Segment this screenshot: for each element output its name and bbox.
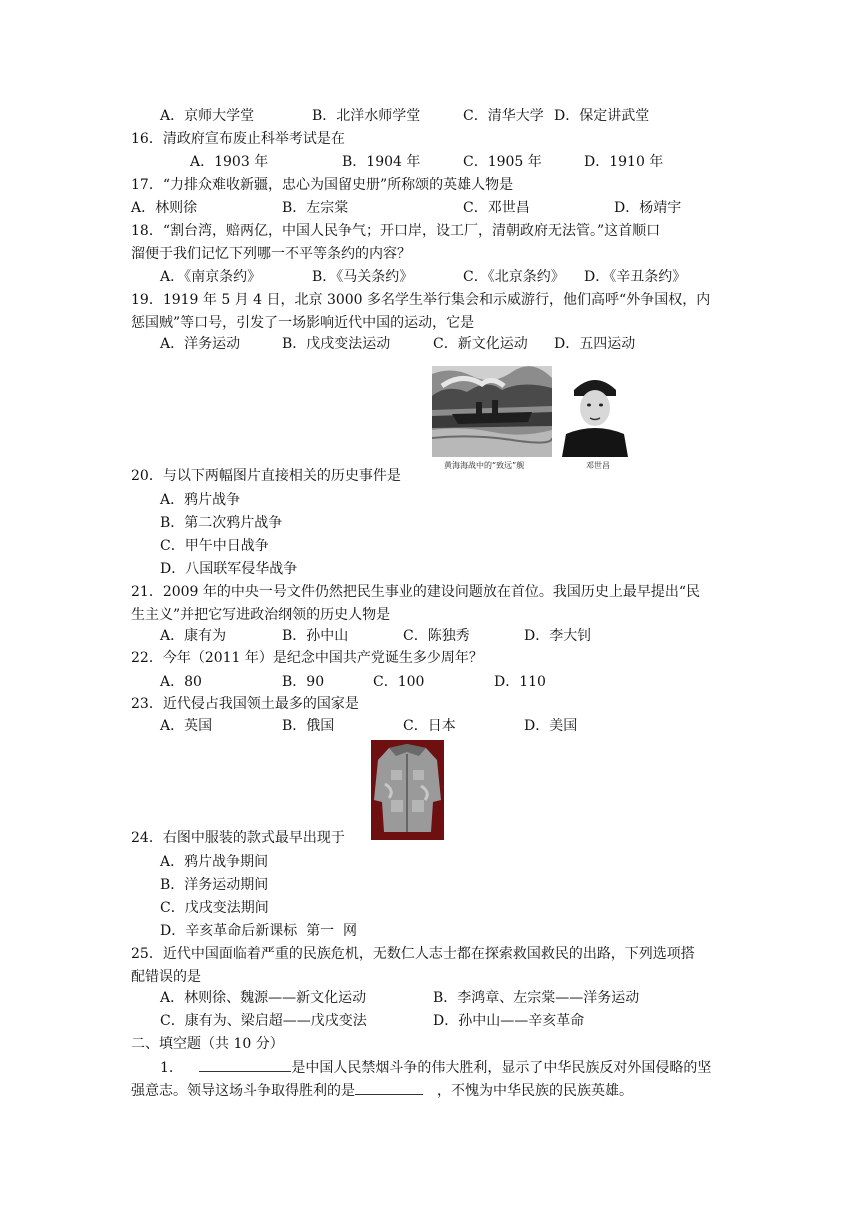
q24-option-b: B．洋务运动期间 (160, 877, 269, 893)
q21-option-d: D．李大钊 (524, 628, 592, 644)
q22-option-d: D．110 (494, 674, 546, 690)
q19-option-d: D．五四运动 (554, 336, 636, 352)
q18-stem-line2: 溜便于我们记忆下列哪一不平等条约的内容？ (131, 246, 411, 262)
q23-option-a: A．英国 (160, 718, 213, 734)
q25-option-c: C．康有为、梁启超——戊戌变法 (160, 1013, 367, 1029)
q21-option-c: C．陈独秀 (403, 628, 470, 644)
q24-option-d: D．辛亥革命后新课标 第一 网 (160, 923, 358, 939)
q25-option-a: A．林则徐、魏源——新文化运动 (160, 990, 367, 1006)
q23-option-b: B．俄国 (282, 718, 335, 734)
q16-option-d: D．1910 年 (584, 154, 664, 170)
q25-stem-line1: 25．近代中国面临着严重的民族危机，无数仁人志士都在探索救国救民的出路，下列选项搭 (131, 946, 695, 962)
q20-option-c: C．甲午中日战争 (160, 538, 269, 554)
q25-stem-line2: 配错误的是 (131, 969, 201, 985)
q18-option-a: A．《南京条约》 (160, 269, 262, 285)
q25-option-d: D．孙中山——辛亥革命 (433, 1013, 585, 1029)
q23-stem: 23．近代侵占我国领土最多的国家是 (131, 696, 359, 712)
q20-option-b: B．第二次鸦片战争 (160, 515, 283, 531)
portrait-caption: 邓世昌 (586, 461, 610, 470)
q22-option-b: B．90 (282, 674, 325, 690)
q21-option-b: B．孙中山 (282, 628, 349, 644)
q15-option-a: A．京师大学堂 (160, 108, 255, 124)
q19-stem-line2: 惩国贼”等口号，引发了一场影响近代中国的运动，它是 (131, 315, 475, 331)
q21-stem-line2: 生主义”并把它写进政治纲领的历史人物是 (131, 607, 391, 623)
answer-blank-1[interactable] (199, 1057, 291, 1072)
q16-stem: 16．清政府宣布废止科举考试是在 (131, 131, 345, 147)
fill-question-1-line1 (160, 1057, 711, 1077)
fill-text-3: ，不愧为中华民族的民族英雄。 (437, 1083, 633, 1099)
q18-stem-line1: 18．“割台湾，赔两亿，中国人民争气；开口岸，设工厂，清朝政府无法管。”这首顺口 (131, 223, 661, 239)
portrait-photo (562, 368, 628, 457)
q21-stem-line1: 21．2009 年的中央一号文件仍然把民生事业的建设问题放在首位。我国历史上最早提出“民 (131, 584, 701, 600)
q18-option-c: C．《北京条约》 (463, 269, 565, 285)
q18-option-d: D．《辛丑条约》 (584, 269, 687, 285)
q17-option-c: C．邓世昌 (463, 200, 530, 216)
q25-option-b: B．李鸿章、左宗棠——洋务运动 (433, 990, 640, 1006)
q22-option-a: A．80 (160, 674, 202, 690)
q19-option-c: C．新文化运动 (433, 336, 528, 352)
q16-option-c: C．1905 年 (463, 154, 542, 170)
q17-option-a: A．林则徐 (131, 200, 198, 216)
q16-option-b: B．1904 年 (342, 154, 421, 170)
q15-option-d: D．保定讲武堂 (554, 108, 650, 124)
q15-option-c: C．清华大学 (463, 108, 544, 124)
q20-stem: 20．与以下两幅图片直接相关的历史事件是 (131, 468, 401, 484)
warship-photo (432, 366, 552, 457)
q17-stem: 17．“力排众难收新疆，忠心为国留史册”所称颂的英雄人物是 (131, 177, 514, 193)
q20-option-d: D．八国联军侵华战争 (160, 561, 298, 577)
q19-option-a: A．洋务运动 (160, 336, 241, 352)
fill-text-1: 是中国人民禁烟斗争的伟大胜利，显示了中华民族反对外国侵略的坚 (291, 1060, 712, 1076)
q24-stem: 24．右图中服装的款式最早出现于 (131, 830, 345, 846)
fill-question-1-line2 (131, 1080, 633, 1100)
q21-option-a: A．康有为 (160, 628, 227, 644)
jacket-photo (371, 740, 444, 840)
q22-stem: 22．今年（2011 年）是纪念中国共产党诞生多少周年？ (131, 650, 483, 666)
q20-option-a: A．鸦片战争 (160, 492, 241, 508)
q17-option-d: D．杨靖宇 (614, 200, 682, 216)
section-title: 二、填空题（共 10 分） (131, 1036, 284, 1052)
q16-option-a: A．1903 年 (190, 154, 269, 170)
fill-text-2: 强意志。领导这场斗争取得胜利的是 (131, 1083, 355, 1099)
warship-caption: 黄海海战中的“致远”舰 (444, 461, 525, 470)
fill-number: 1. (160, 1060, 174, 1076)
q15-option-b: B．北洋水师学堂 (312, 108, 421, 124)
q19-option-b: B．戊戌变法运动 (282, 336, 391, 352)
q22-option-c: C．100 (373, 674, 425, 690)
q23-option-c: C．日本 (403, 718, 456, 734)
q23-option-d: D．美国 (524, 718, 578, 734)
answer-blank-2[interactable] (355, 1080, 423, 1095)
q17-option-b: B．左宗棠 (282, 200, 349, 216)
q18-option-b: B．《马关条约》 (312, 269, 414, 285)
q24-option-a: A．鸦片战争期间 (160, 854, 269, 870)
q24-option-c: C．戊戌变法期间 (160, 900, 269, 916)
q19-stem-line1: 19．1919 年 5 月 4 日，北京 3000 多名学生举行集会和示威游行，他们高呼“外争国权，内 (131, 292, 711, 308)
